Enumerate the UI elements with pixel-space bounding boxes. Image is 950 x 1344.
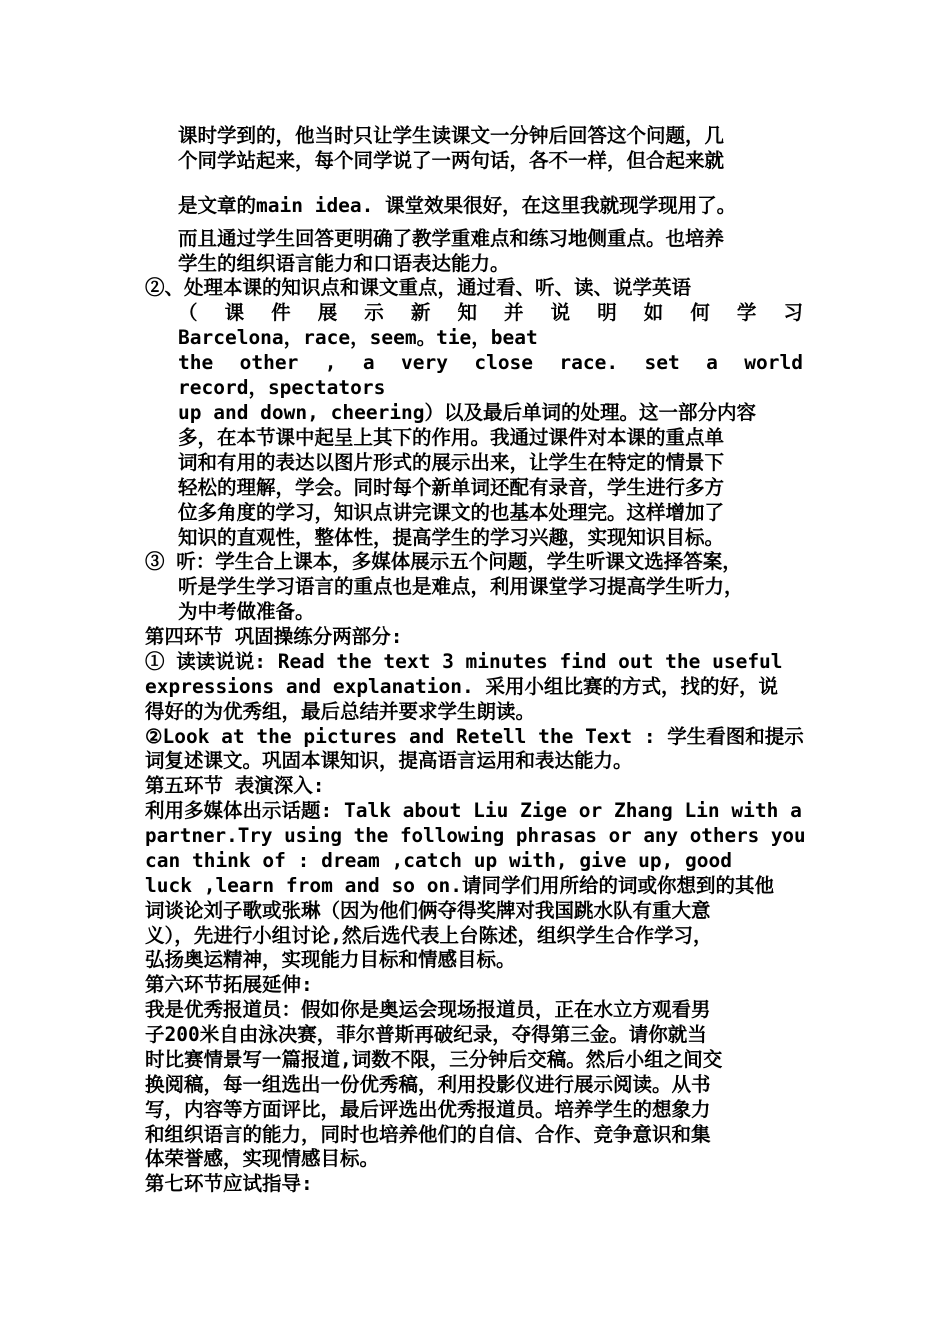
section-heading: 第七环节应试指导:: [145, 1172, 313, 1195]
text-line: 我是优秀报道员：假如你是奥运会现场报道员，正在水立方观看男: [145, 998, 711, 1021]
text-line: 多，在本节课中起呈上其下的作用。我通过课件对本课的重点单: [178, 426, 725, 449]
section-heading: 第六环节拓展延伸:: [145, 973, 313, 996]
text-line: （ 课 件 展 示 新 知 并 说 明 如 何 学 习: [178, 301, 803, 324]
text-line: 是文章的main idea. 课堂效果很好，在这里我就现学现用了。: [178, 194, 737, 217]
section-heading: 第四环节 巩固操练分两部分:: [145, 625, 403, 648]
text-line: Barcelona，race，seem。tie，beat: [178, 326, 538, 349]
text-line: 写，内容等方面评比，最后评选出优秀报道员。培养学生的想象力: [145, 1098, 711, 1121]
text-line: 体荣誉感，实现情感目标。: [145, 1147, 380, 1170]
list-item-marker-3: ③ 听：学生合上课本，多媒体展示五个问题，学生听课文选择答案，: [145, 550, 742, 573]
text-line: 学生的组织语言能力和口语表达能力。: [178, 252, 510, 275]
text-line: 课时学到的，他当时只让学生读课文一分钟后回答这个问题，几: [178, 124, 725, 147]
text-line: 位多角度的学习，知识点讲完课文的也基本处理完。这样增加了: [178, 501, 725, 524]
text-line: expressions and explanation. 采用小组比赛的方式，找的好，说: [145, 675, 778, 698]
text-line: can think of : dream ,catch up with, give up, good: [145, 849, 732, 872]
text-line: record，spectators: [178, 376, 386, 399]
text-line: 个同学站起来，每个同学说了一两句话，各不一样，但合起来就: [178, 149, 725, 172]
text-line: 而且通过学生回答更明确了教学重难点和练习地侧重点。也培养: [178, 227, 725, 250]
text-line: 轻松的理解，学会。同时每个新单词还配有录音，学生进行多方: [178, 476, 725, 499]
text-line: 换阅稿，每一组选出一份优秀稿，利用投影仪进行展示阅读。从书: [145, 1073, 711, 1096]
text-line: 词谈论刘子歌或张琳（因为他们俩夺得奖牌对我国跳水队有重大意: [145, 899, 711, 922]
section-heading: 第五环节 表演深入:: [145, 774, 325, 797]
text-line: 知识的直观性，整体性，提高学生的学习兴趣，实现知识目标。: [178, 526, 725, 549]
text-line: ②Look at the pictures and Retell the Text : 学生看图和提示: [145, 725, 804, 748]
text-line: 利用多媒体出示话题: Talk about Liu Zige or Zhang Lin with a: [145, 799, 802, 822]
text-line: up and down, cheering）以及最后单词的处理。这一部分内容: [178, 401, 757, 424]
text-line: 子200米自由泳决赛，菲尔普斯再破纪录，夺得第三金。请你就当: [145, 1023, 707, 1046]
text-line: 听是学生学习语言的重点也是难点，利用课堂学习提高学生听力，: [178, 575, 744, 598]
text-line: 和组织语言的能力，同时也培养他们的自信、合作、竞争意识和集: [145, 1123, 711, 1146]
text-line: the other , a very close race. set a world: [178, 351, 803, 374]
text-line: ① 读读说说: Read the text 3 minutes find out the useful: [145, 650, 783, 673]
text-line: 时比赛情景写一篇报道,词数不限，三分钟后交稿。然后小组之间交: [145, 1048, 723, 1071]
text-line: 弘扬奥运精神，实现能力目标和情感目标。: [145, 948, 516, 971]
list-item-marker-2: ②、处理本课的知识点和课文重点，通过看、听、读、说学英语: [145, 276, 692, 299]
text-line: luck ,learn from and so on.请同学们用所给的词或你想到的其他: [145, 874, 774, 897]
text-line: 词复述课文。巩固本课知识，提高语言运用和表达能力。: [145, 749, 633, 772]
text-line: 为中考做准备。: [178, 600, 315, 623]
text-line: 得好的为优秀组，最后总结并要求学生朗读。: [145, 700, 536, 723]
text-line: 义），先进行小组讨论,然后选代表上台陈述，组织学生合作学习，: [145, 924, 713, 947]
text-line: partner.Try using the following phrasas or any others you: [145, 824, 806, 847]
text-line: 词和有用的表达以图片形式的展示出来，让学生在特定的情景下: [178, 451, 725, 474]
